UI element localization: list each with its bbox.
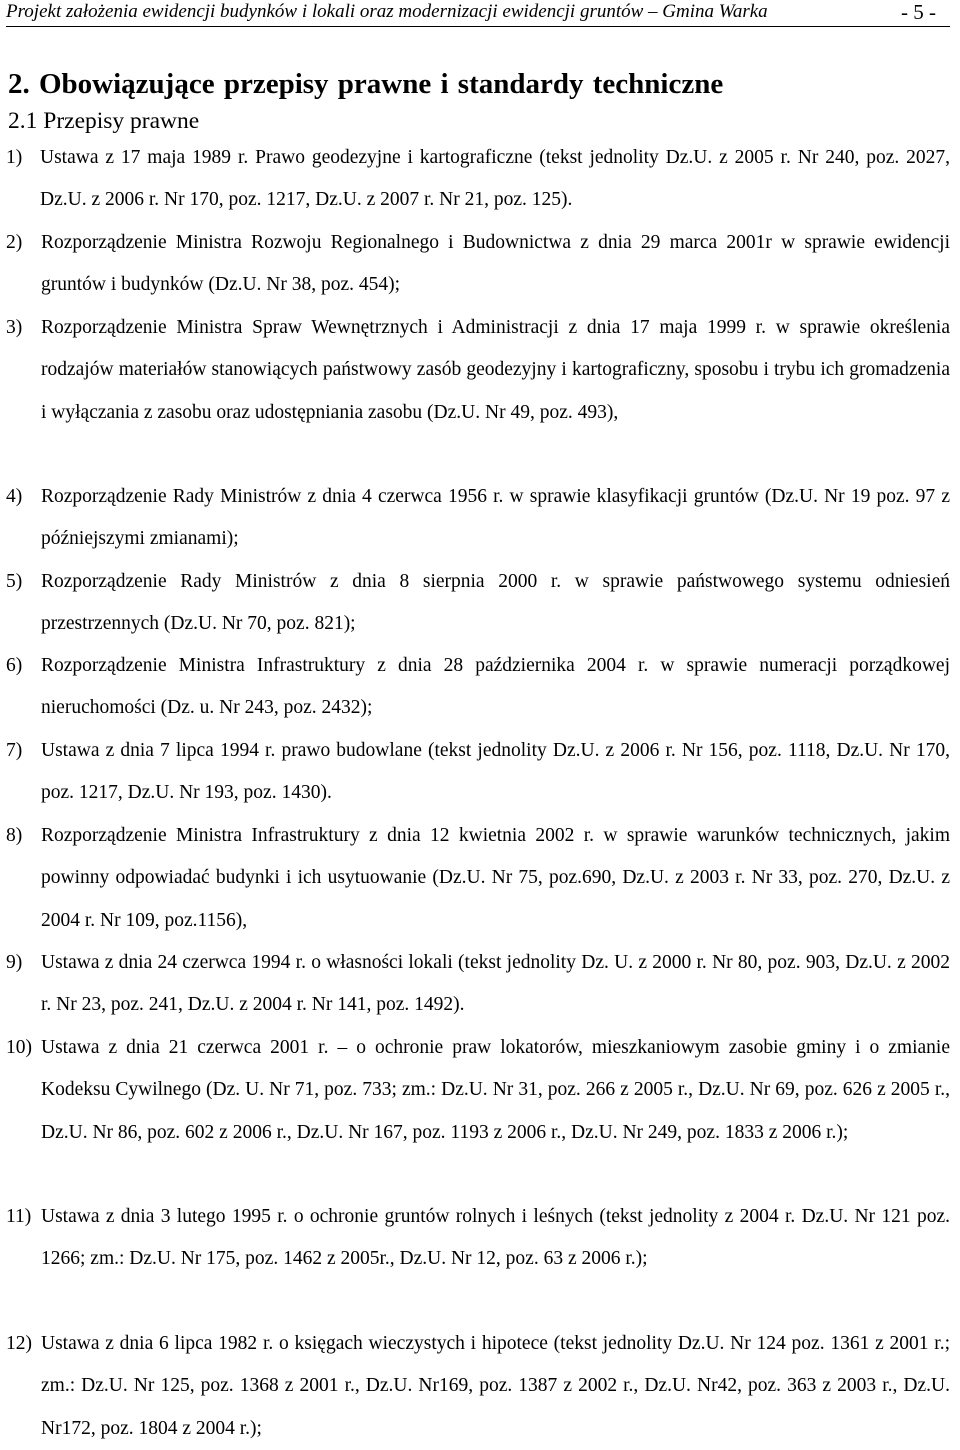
item-text: Rozporządzenie Ministra Infrastruktury z dnia 28 października 2004 r. w sprawie numeracji porządkowej nieruchomości (Dz. u. Nr 243, poz. 2432); xyxy=(41,655,950,719)
item-text: Rozporządzenie Ministra Spraw Wewnętrznych i Administracji z dnia 17 maja 1999 r. w sprawie określenia rodzajów materiałów stanowiących państwowy zasób geodezyjny i kartograficzny, sposobu i trybu ich gromadzenia i wyłączania z zasobu oraz udostępniania zasobu (Dz.U. Nr 49, poz. 493), xyxy=(41,317,950,423)
item-text: Ustawa z dnia 24 czerwca 1994 r. o własności lokali (tekst jednolity Dz. U. z 2000 r. Nr 80, poz. 903, Dz.U. z 2002 r. Nr 23, poz. 241, Dz.U. z 2004 r. Nr 141, poz. 1492). xyxy=(41,952,950,1016)
item-number: 3) xyxy=(6,317,23,338)
page-header xyxy=(6,0,950,27)
item-text: Ustawa z dnia 3 lutego 1995 r. o ochronie gruntów rolnych i leśnych (tekst jednolity z 2004 r. Dz.U. Nr 121 poz. 1266; zm.: Dz.U. Nr 175, poz. 1462 z 2005r., Dz.U. Nr 12, poz. 63 z 2006 r.); xyxy=(41,1206,950,1270)
section-heading: 2. Obowiązujące przepisy prawne i standardy techniczne xyxy=(8,68,724,100)
item-number: 12) xyxy=(6,1333,32,1354)
item-text: Ustawa z dnia 7 lipca 1994 r. prawo budowlane (tekst jednolity Dz.U. z 2006 r. Nr 156, poz. 1118, Dz.U. Nr 170, poz. 1217, Dz.U. Nr 193, poz. 1430). xyxy=(41,740,950,804)
header-title: Projekt założenia ewidencji budynków i lokali oraz modernizacji ewidencji gruntów – Gmina Warka xyxy=(6,1,768,22)
item-number: 8) xyxy=(6,825,23,846)
item-number: 7) xyxy=(6,740,23,761)
item-number: 1) xyxy=(6,147,23,168)
item-number: 10) xyxy=(6,1037,32,1058)
item-text: Ustawa z dnia 6 lipca 1982 r. o księgach wieczystych i hipotece (tekst jednolity Dz.U. Nr 124 poz. 1361 z 2001 r.; zm.: Dz.U. Nr 125, poz. 1368 z 2001 r., Dz.U. Nr169, poz. 1387 z 2002 r., Dz.U. Nr42, poz. 363 z 2003 r., Dz.U. Nr172, poz. 1804 z 2004 r.); xyxy=(41,1333,950,1439)
item-text: Rozporządzenie Rady Ministrów z dnia 4 czerwca 1956 r. w sprawie klasyfikacji gruntów (Dz.U. Nr 19 poz. 97 z późniejszymi zmianami); xyxy=(41,486,950,550)
item-text: Ustawa z 17 maja 1989 r. Prawo geodezyjne i kartograficzne (tekst jednolity Dz.U. z 2005 r. Nr 240, poz. 2027, Dz.U. z 2006 r. Nr 170, poz. 1217, Dz.U. z 2007 r. Nr 21, poz. 125). xyxy=(40,147,950,211)
item-number: 4) xyxy=(6,486,23,507)
subsection-heading: 2.1 Przepisy prawne xyxy=(8,108,200,134)
page-number: - 5 - xyxy=(901,0,936,24)
item-number: 5) xyxy=(6,571,23,592)
item-number: 9) xyxy=(6,952,23,973)
item-number: 2) xyxy=(6,232,23,253)
item-text: Ustawa z dnia 21 czerwca 2001 r. – o ochronie praw lokatorów, mieszkaniowym zasobie gminy i o zmianie Kodeksu Cywilnego (Dz. U. Nr 71, poz. 733; zm.: Dz.U. Nr 31, poz. 266 z 2005 r., Dz.U. Nr 69, poz. 626 z 2005 r., Dz.U. Nr 86, poz. 602 z 2006 r., Dz.U. Nr 167, poz. 1193 z 2006 r., Dz.U. Nr 249, poz. 1833 z 2006 r.); xyxy=(41,1037,950,1143)
item-text: Rozporządzenie Ministra Infrastruktury z dnia 12 kwietnia 2002 r. w sprawie warunków technicznych, jakim powinny odpowiadać budynki i ich usytuowanie (Dz.U. Nr 75, poz.690, Dz.U. z 2003 r. Nr 33, poz. 270, Dz.U. z 2004 r. Nr 109, poz.1156), xyxy=(41,825,950,931)
item-number: 6) xyxy=(6,655,23,676)
item-number: 11) xyxy=(6,1206,32,1227)
item-text: Rozporządzenie Ministra Rozwoju Regionalnego i Budownictwa z dnia 29 marca 2001r w sprawie ewidencji gruntów i budynków (Dz.U. Nr 38, poz. 454); xyxy=(41,232,950,296)
item-text: Rozporządzenie Rady Ministrów z dnia 8 sierpnia 2000 r. w sprawie państwowego systemu odniesień przestrzennych (Dz.U. Nr 70, poz. 821); xyxy=(41,571,950,635)
